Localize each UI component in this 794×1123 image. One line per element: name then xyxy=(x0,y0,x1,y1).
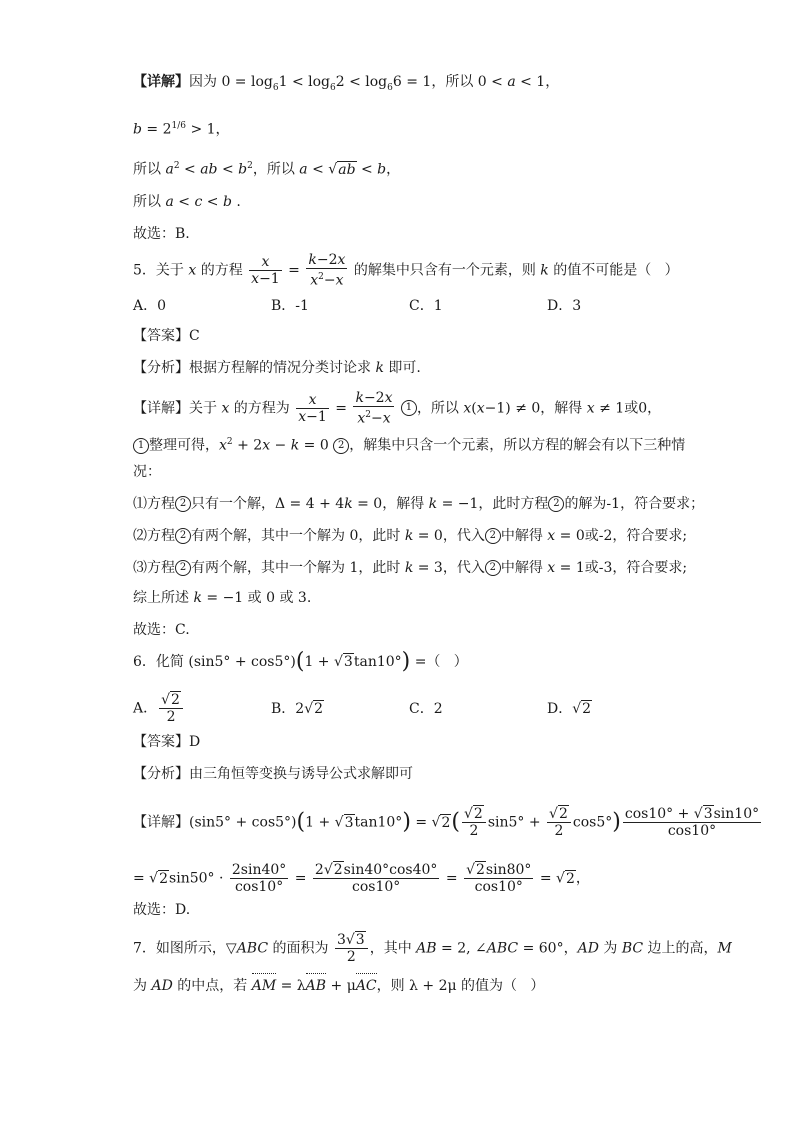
q5-case-2: ⑵方程 2 有两个解，其中一个解为 0，此时 k = 0，代入 2 中解得 x = 0或-2，符合要求; xyxy=(133,528,688,544)
q6-option-a: A． $\frac{√2}{2}$ xyxy=(133,692,271,725)
detail-line-1: 【详解】因为 $0 = \log_61 < \log_62 < \log_66 = 1$，所以 0 < a < 1， xyxy=(133,74,560,93)
q5-option-d: D．3 xyxy=(547,298,582,314)
q5-option-c: C．1 xyxy=(409,298,443,314)
q6-analysis: 【分析】由三角恒等变换与诱导公式求解即可 xyxy=(133,766,413,782)
q5-detail-3: 况： xyxy=(133,464,161,480)
q6-answer: 【答案】D xyxy=(133,734,201,750)
q5-detail-1: 【详解】关于 x 的方程为 $\frac{x}{x-1}$ = $\frac{k-2x}{x^2-x}$ 1 ，所以 x(x−1) ≠ 0，解得 x ≠ 1或0， xyxy=(133,390,662,427)
question-5: 5．关于 x 的方程 $\frac{x}{x-1}$ = $\frac{k-2x}{x^2-x}$ 的解集中只含有一个元素，则 k 的值不可能是（ ） xyxy=(133,252,679,289)
q6-detail-1: 【详解】(sin5° + cos5°)(1 + √3tan10°) = √2( $\frac{√2}{2}$ sin5° + $\frac{√2}{2}$ cos5°) $\frac{\cos 10^\circ + √3\sin 10^\circ}{\cos 10^\circ}$ xyxy=(133,806,760,839)
q5-option-b: B．-1 xyxy=(271,298,309,314)
detail-line-3: 所以 $a^2$ < ab < $b^2$，所以 a < √ab < b， xyxy=(133,161,401,178)
q5-answer: 【答案】C xyxy=(133,328,200,344)
q6-options xyxy=(133,692,685,725)
q5-case-3: ⑶方程 2 有两个解，其中一个解为 1，此时 k = 3，代入 2 中解得 x = 1或-3，符合要求; xyxy=(133,560,688,576)
detail-line-2: $b = 2^{1/6} > 1$， xyxy=(133,121,230,138)
q6-option-b: B．2√2 xyxy=(271,700,324,717)
question-7-line-1: 7．如图所示，▽ABC 的面积为 $\frac{3√3}{2}$ ，其中 AB = 2, ∠ABC = 60°，AD 为 BC 边上的高，M xyxy=(133,932,732,965)
q5-case-1: ⑴方程 2 只有一个解，Δ = 4 + 4k = 0，解得 k = −1，此时方程 2 的解为-1，符合要求； xyxy=(133,496,705,512)
q5-summary: 综上所述 k = −1 或 0 或 3. xyxy=(133,590,312,606)
detail-line-4: 所以 a < c < b . xyxy=(133,194,241,210)
q5-option-a: A．0 xyxy=(133,298,167,314)
q5-options xyxy=(133,296,685,316)
q6-detail-2: = √2sin50° · $\frac{2\sin 40^\circ}{\cos 10^\circ}$ = $\frac{2√2\sin 40^\circ\cos 40^\circ}{\cos 10^\circ}$ = $\frac{√2\sin 80^\circ}{\cos 10^\circ}$ = √2， xyxy=(133,862,590,895)
detail-tag: 【详解】 xyxy=(133,74,189,90)
choice-line-b: 故选：B. xyxy=(133,226,190,242)
q5-choice: 故选：C. xyxy=(133,622,190,638)
q6-option-d: D．√2 xyxy=(547,700,592,717)
q6-option-c: C．2 xyxy=(409,700,443,717)
q6-choice: 故选：D. xyxy=(133,902,191,918)
q5-detail-2: 1 整理可得，$x^2 + 2x - k = 0$ 2 ，解集中只含一个元素，所以方程的解会有以下三种情 xyxy=(133,432,685,456)
q5-analysis: 【分析】根据方程解的情况分类讨论求 k 即可. xyxy=(133,360,421,376)
question-6: 6．化简 (sin5° + cos5°)(1 + √3tan10°) =（ ） xyxy=(133,649,468,674)
question-7-line-2: 为 AD 的中点，若 AM = λAB + μAC，则 λ + 2μ 的值为（ ） xyxy=(133,978,545,994)
